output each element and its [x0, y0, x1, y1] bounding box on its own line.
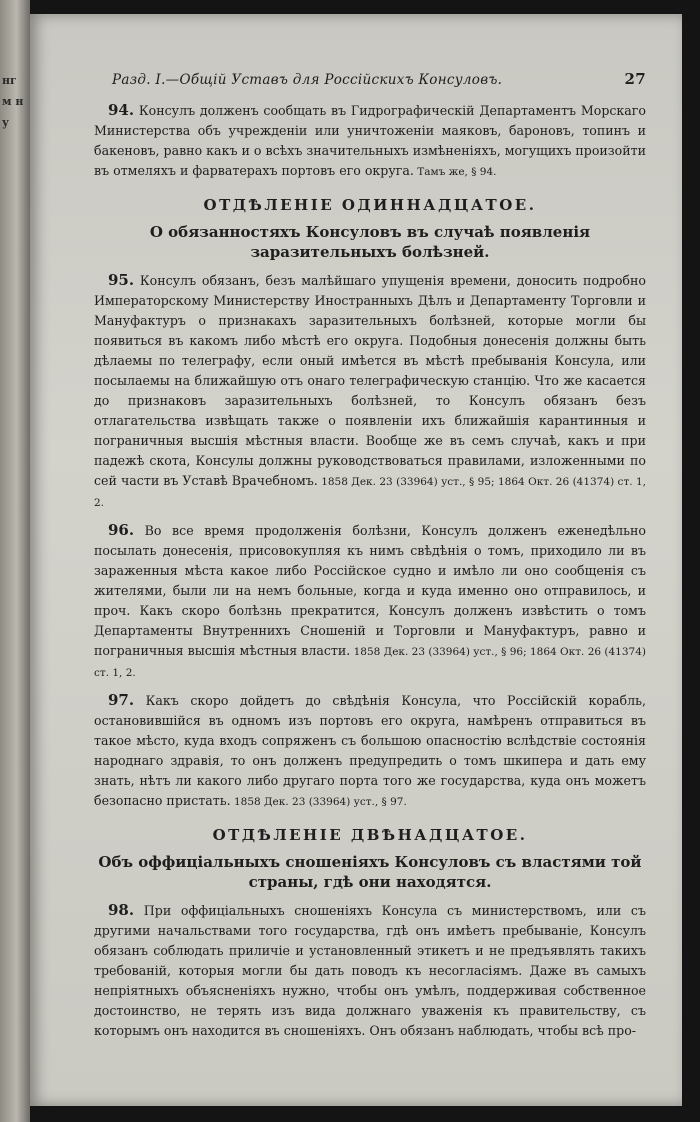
- section-subtitle-11: О обязанностяхъ Консуловъ въ случаѣ появленія заразительныхъ болѣзней.: [149, 223, 591, 261]
- section-subtitle-12: Объ оффиціальныхъ сношеніяхъ Консуловъ съ властями той страны, гдѣ они находятся.: [98, 853, 642, 891]
- article-number: 94.: [108, 101, 135, 119]
- article-97: [94, 690, 646, 812]
- article-number: 98.: [108, 901, 135, 919]
- article-reference: 1858 Дек. 23 (33964) уст., § 97.: [230, 796, 407, 808]
- article-text: Консулъ обязанъ, безъ малѣйшаго упущенія времени, доносить подробно Императорскому Министерству Иностранныхъ Дѣлъ и Департаменту Торговли и Мануфактуръ о признакахъ заразительныхъ болѣзней, которые могли бы появиться въ какомъ либо мѣстѣ его округа. Подобныя донесенія должны быть дѣлаемы по телеграфу, если оный имѣется въ мѣстѣ пребыванія Консула, или посылаемы на ближайшую отъ онаго телеграфическую станцію. Что же касается до признаковъ заразительныхъ болѣзней, то Консулъ обязанъ безъ отлагательства извѣщать также о появленіи ихъ ближайшія карантинныя и пограничныя высшія мѣстныя власти. Вообще же въ семъ случаѣ, какъ и при падежѣ скота, Консулы должны руководствоваться правилами, изложенными по сей части въ Уставѣ Врачебномъ.: [94, 273, 646, 488]
- article-reference: 1858 Дек. 23 (33964) уст., § 95; 1864 Окт. 26 (41374) ст. 1, 2.: [94, 476, 646, 509]
- facing-page-text: нгм н у: [2, 74, 24, 129]
- running-head: [94, 70, 646, 88]
- article-98: [94, 900, 646, 1041]
- book-page: [30, 14, 682, 1106]
- article-number: 96.: [108, 521, 135, 539]
- running-title: Разд. I.—Общій Уставъ для Россійскихъ Консуловъ.: [112, 72, 503, 88]
- section-heading-12: ОТДѢЛЕНІЕ ДВѢНАДЦАТОЕ.: [212, 826, 528, 844]
- article-reference: Тамъ же, § 94.: [413, 166, 497, 178]
- page-content: [94, 70, 646, 1048]
- article-96: [94, 520, 646, 683]
- page-number: 27: [624, 70, 646, 88]
- article-text: Какъ скоро дойдетъ до свѣдѣнія Консула, что Россійскій корабль, остановившійся въ одномъ изъ портовъ его округа, намѣренъ отправиться въ такое мѣсто, куда входъ сопряженъ съ большою опасностію вслѣдствіе состоянія народнаго здравія, то онъ долженъ предупредить о томъ шкипера и дать ему знать, нѣтъ ли какого либо другаго порта того же государства, куда онъ можетъ безопасно пристать.: [94, 693, 646, 808]
- article-number: 95.: [108, 271, 135, 289]
- article-94: [94, 100, 646, 182]
- article-text: Во все время продолженія болѣзни, Консулъ долженъ еженедѣльно посылать донесенія, присовокупляя къ нимъ свѣдѣнія о томъ, приходило ли въ зараженныя мѣста какое либо Россійское судно и имѣло ли оно сообщенія съ жителями, были ли на немъ больные, когда и куда именно оно отправилось, и проч. Какъ скоро болѣзнь прекратится, Консулъ долженъ извѣстить о томъ Департаменты Внутреннихъ Сношеній и Торговли и Мануфактуръ, равно и пограничныя высшія мѣстныя власти.: [94, 523, 646, 658]
- article-text: Консулъ долженъ сообщать въ Гидрографическій Департаментъ Морскаго Министерства объ учрежденіи или уничтоженіи маяковъ, бароновъ, топинъ и бакеновъ, равно какъ и о всѣхъ значительныхъ измѣненіяхъ, могущихъ произойти въ отмеляхъ и фарватерахъ портовъ его округа.: [94, 103, 646, 178]
- article-95: [94, 270, 646, 513]
- section-heading-11: ОТДѢЛЕНІЕ ОДИННАДЦАТОЕ.: [203, 196, 537, 214]
- article-reference: 1858 Дек. 23 (33964) уст., § 96; 1864 Окт. 26 (41374) ст. 1, 2.: [94, 646, 646, 679]
- article-text: При оффиціальныхъ сношеніяхъ Консула съ министерствомъ, или съ другими начальствами того государства, гдѣ онъ имѣетъ пребываніе, Консулъ обязанъ соблюдать приличіе и установленный этикетъ и не предъявлять такихъ требованій, которыя могли бы дать поводъ къ несогласіямъ. Даже въ самыхъ непріятныхъ объясненіяхъ нужно, чтобы онъ умѣлъ, поддерживая собственное достоинство, не терять изъ вида должнаго уваженія къ правительству, съ которымъ онъ находится въ сношеніяхъ. Онъ обязанъ наблюдать, чтобы всѣ про-: [94, 903, 646, 1038]
- facing-page-edge: [0, 0, 30, 1122]
- article-number: 97.: [108, 691, 135, 709]
